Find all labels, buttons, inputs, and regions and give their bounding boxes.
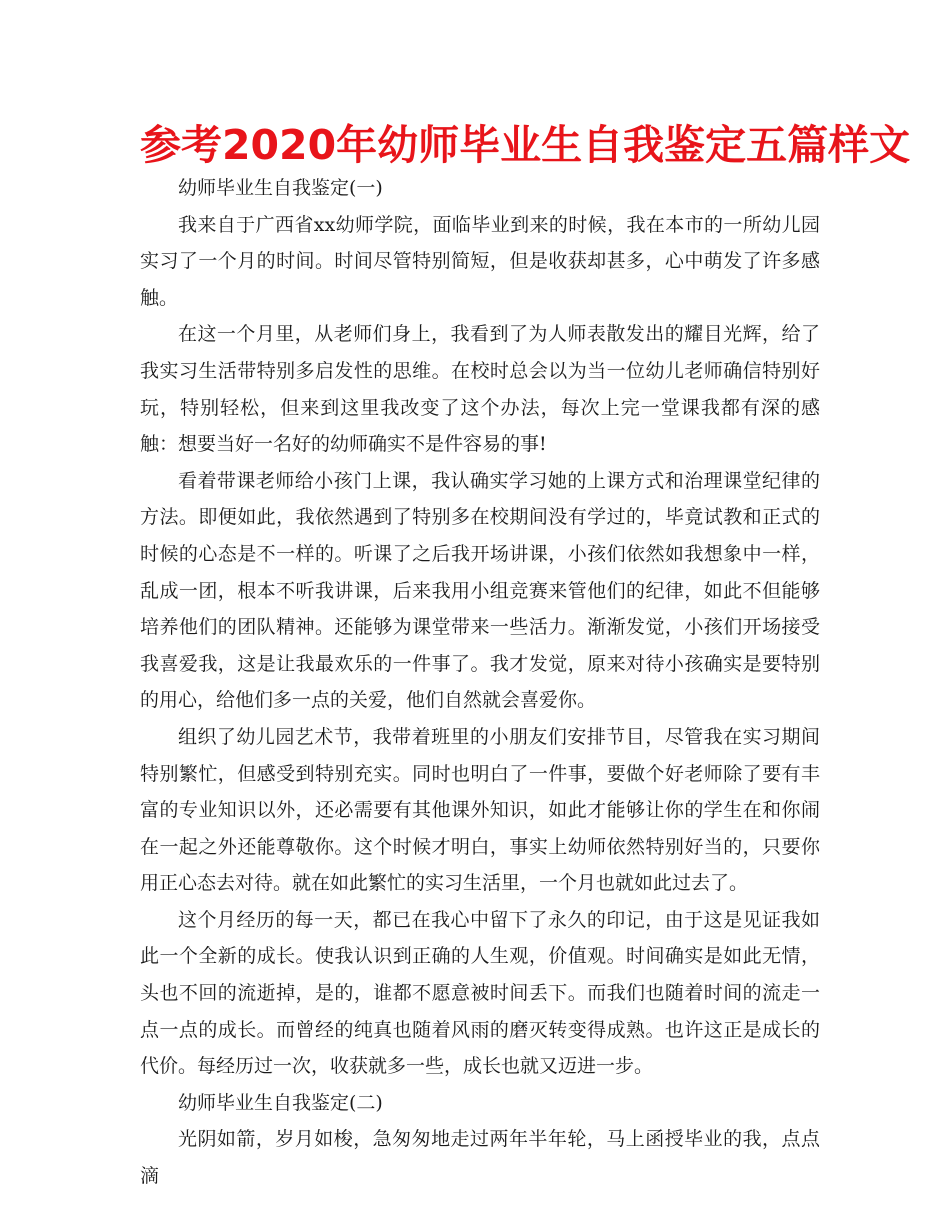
paragraph: 我来自于广西省xx幼师学院，面临毕业到来的时候，我在本市的一所幼儿园实习了一个月的时间。时间尽管特别简短，但是收获却甚多，心中萌发了许多感触。 [140, 213, 820, 309]
section-heading: 幼师毕业生自我鉴定(二) [178, 1091, 383, 1114]
document-title: 参考2020年幼师毕业生自我鉴定五篇样文 [140, 121, 911, 169]
document-body [140, 170, 820, 1195]
paragraph: 在这一个月里，从老师们身上，我看到了为人师表散发出的耀目光辉，给了我实习生活带特别多启发性的思维。在校时总会以为当一位幼儿老师确信特别好玩，特别轻松，但来到这里我改变了这个办法，每次上完一堂课我都有深的感触：想要当好一名好的幼师确实不是件容易的事! [140, 323, 820, 456]
paragraph: 组织了幼儿园艺术节，我带着班里的小朋友们安排节目，尽管我在实习期间特别繁忙，但感受到特别充实。同时也明白了一件事，要做个好老师除了要有丰富的专业知识以外，还必需要有其他课外知识，如此才能够让你的学生在和你闹在一起之外还能尊敬你。这个时候才明白，事实上幼师依然特别好当的，只要你用正心态去对待。就在如此繁忙的实习生活里，一个月也就如此过去了。 [140, 725, 820, 895]
paragraph: 光阴如箭，岁月如梭，急匆匆地走过两年半年轮，马上函授毕业的我，点点滴 [140, 1128, 820, 1188]
paragraph: 这个月经历的每一天，都已在我心中留下了永久的印记，由于这是见证我如此一个全新的成长。使我认识到正确的人生观，价值观。时间确实是如此无情，头也不回的流逝掉，是的，谁都不愿意被时间丢下。而我们也随着时间的流走一点一点的成长。而曾经的纯真也随着风雨的磨灭转变得成熟。也许这正是成长的代价。每经历过一次，收获就多一些，成长也就又迈进一步。 [140, 908, 820, 1078]
section-heading: 幼师毕业生自我鉴定(一) [178, 177, 383, 199]
paragraph: 看着带课老师给小孩门上课，我认确实学习她的上课方式和治理课堂纪律的方法。即便如此，我依然遇到了特别多在校期间没有学过的，毕竟试教和正式的时候的心态是不一样的。听课了之后我开场讲课，小孩们依然如我想象中一样，乱成一团，根本不听我讲课，后来我用小组竞赛来管他们的纪律，如此不但能够培养他们的团队精神。还能够为课堂带来一些活力。渐渐发觉，小孩们开场接受我喜爱我，这是让我最欢乐的一件事了。我才发觉，原来对待小孩确实是要特别的用心，给他们多一点的关爱，他们自然就会喜爱你。 [140, 469, 820, 712]
